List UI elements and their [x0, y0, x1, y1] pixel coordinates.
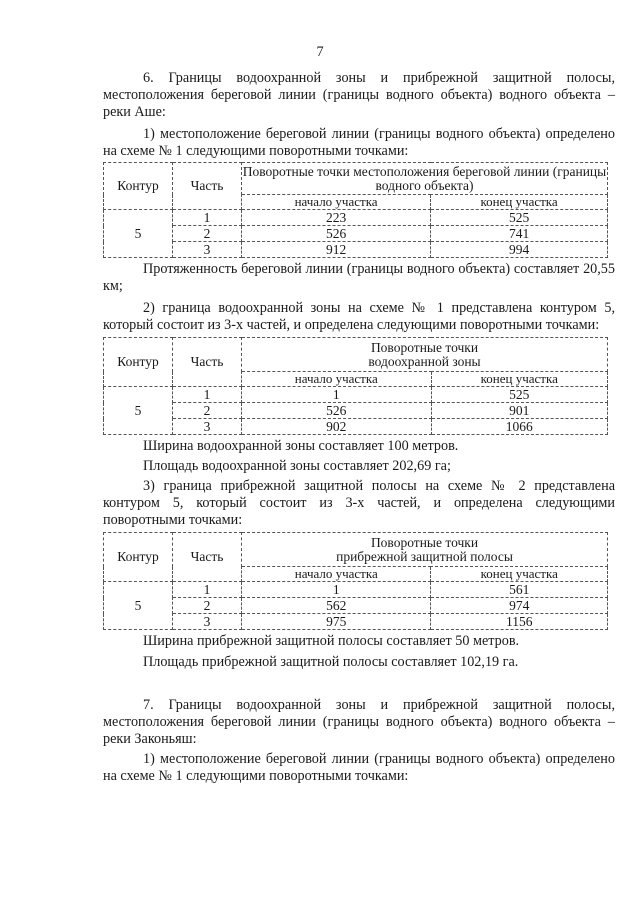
start-cell: 562	[242, 598, 431, 614]
col-header-group-line2: прибрежной защитной полосы	[336, 548, 513, 564]
col-header-end: конец участка	[431, 195, 608, 210]
end-cell: 1156	[431, 614, 608, 630]
col-header-group-line2: водоохранной зоны	[368, 353, 481, 369]
col-header-start: начало участка	[242, 195, 431, 210]
section6-item3: 3) граница прибрежной защитной полосы на схеме № 2 представлена контуром 5, который состоит из 3-х частей, и определена следующими поворотными точками:	[103, 478, 615, 528]
end-cell: 974	[431, 598, 608, 614]
col-header-end: конец участка	[431, 567, 608, 582]
section6-item1: 1) местоположение береговой линии (границы водного объекта) определено на схеме № 1 следующими поворотными точками:	[103, 126, 615, 159]
end-cell: 741	[431, 226, 608, 242]
coastal-strip-area: Площадь прибрежной защитной полосы составляет 102,19 га.	[143, 654, 519, 670]
water-zone-table	[103, 337, 608, 435]
part-cell: 3	[173, 419, 242, 435]
part-cell: 2	[173, 226, 242, 242]
start-cell: 1	[242, 582, 431, 598]
water-zone-area: Площадь водоохранной зоны составляет 202,69 га;	[143, 458, 451, 474]
part-cell: 2	[173, 598, 242, 614]
end-cell: 525	[431, 210, 608, 226]
part-cell: 1	[173, 387, 242, 403]
page-number: 7	[316, 44, 324, 60]
coastal-strip-width: Ширина прибрежной защитной полосы составляет 50 метров.	[143, 633, 520, 649]
col-header-group-line1: Поворотные точки	[370, 534, 479, 550]
section6-intro: 6. Границы водоохранной зоны и прибрежной защитной полосы, местоположения береговой линии (границы водного объекта) водного объекта – реки Аше:	[103, 70, 615, 120]
col-header-kontur: Контур	[104, 163, 173, 210]
end-cell: 1066	[431, 419, 608, 435]
part-cell: 3	[173, 614, 242, 630]
col-header-start: начало участка	[242, 372, 432, 387]
kontur-cell: 5	[104, 387, 173, 435]
part-cell: 3	[173, 242, 242, 258]
end-cell: 994	[431, 242, 608, 258]
section7-item1: 1) местоположение береговой линии (границы водного объекта) определено на схеме № 1 следующими поворотными точками:	[103, 751, 615, 784]
part-cell: 1	[173, 582, 242, 598]
start-cell: 975	[242, 614, 431, 630]
col-header-chast: Часть	[173, 338, 242, 387]
shoreline-table	[103, 162, 608, 258]
start-cell: 223	[242, 210, 431, 226]
end-cell: 561	[431, 582, 608, 598]
end-cell: 901	[431, 403, 608, 419]
shoreline-length: Протяженность береговой линии (границы водного объекта) составляет 20,55 км;	[103, 261, 615, 294]
col-header-end: конец участка	[431, 372, 608, 387]
col-header-group-line1: Поворотные точки	[370, 339, 479, 355]
start-cell: 1	[242, 387, 432, 403]
col-header-group	[242, 338, 608, 372]
section6-item2: 2) граница водоохранной зоны на схеме № 1 представлена контуром 5, который состоит из 3-х частей, и определена следующими поворотными точками:	[103, 300, 615, 333]
col-header-kontur: Контур	[104, 338, 173, 387]
col-header-start: начало участка	[242, 567, 431, 582]
kontur-cell: 5	[104, 210, 173, 258]
part-cell: 1	[173, 210, 242, 226]
start-cell: 902	[242, 419, 432, 435]
section7-intro: 7. Границы водоохранной зоны и прибрежной защитной полосы, местоположения береговой линии (границы водного объекта) водного объекта – реки Законьяш:	[103, 697, 615, 747]
coastal-strip-table	[103, 532, 608, 630]
col-header-group: Поворотные точки местоположения береговой линии (границы водного объекта)	[242, 163, 607, 193]
start-cell: 526	[242, 226, 431, 242]
kontur-cell: 5	[104, 582, 173, 630]
water-zone-width: Ширина водоохранной зоны составляет 100 метров.	[143, 438, 459, 454]
part-cell: 2	[173, 403, 242, 419]
start-cell: 526	[242, 403, 432, 419]
end-cell: 525	[431, 387, 608, 403]
document-page	[103, 0, 615, 785]
col-header-group	[242, 533, 608, 567]
col-header-kontur: Контур	[104, 533, 173, 582]
col-header-chast: Часть	[173, 533, 242, 582]
start-cell: 912	[242, 242, 431, 258]
col-header-chast: Часть	[173, 163, 242, 210]
